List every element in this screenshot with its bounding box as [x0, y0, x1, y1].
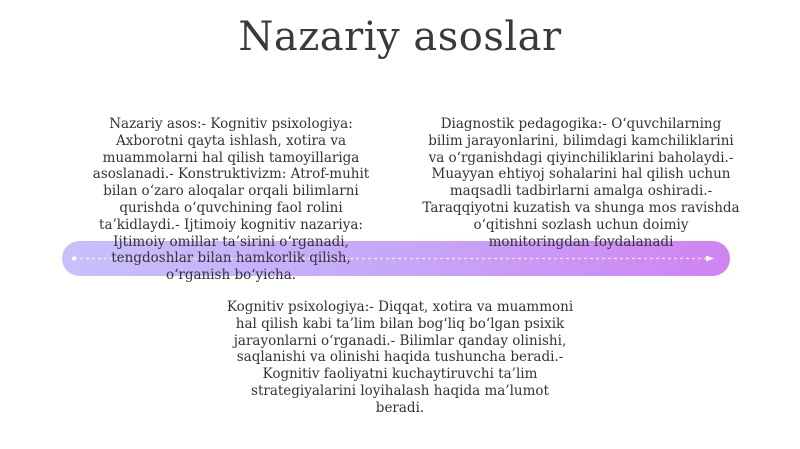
cognitive-psychology-text-block: Kognitiv psixologiya:- Diqqat, xotira va muammoni hal qilish kabi ta’lim bilan bog‘liq bo‘lgan psixik jarayonlarni o‘rganadi.- Bilimlar qanday olinishi, saqlanishi va olinishi haqida tushuncha beradi.- Kognitiv faoliyatni kuchaytiruvchi ta’lim strategiyalarini loyihalash haqida ma’lumot beradi. — [226, 299, 574, 416]
theory-text-block: Nazariy asos:- Kognitiv psixologiya: Axborotni qayta ishlash, xotira va muammolarni hal qilish tamoyillariga asoslanadi.- Konstruktivizm: Atrof-muhit bilan o‘zaro aloqalar orqali bilimlarni qurishda o‘quvchining faol rolini ta’kidlaydi.- Ijtimoiy kognitiv nazariya: Ijtimoiy omillar ta’sirini o‘rganadi, tengdoshlar bilan hamkorlik qilish, o‘rganish bo‘yicha. — [92, 116, 370, 284]
diagnostic-pedagogy-text-block: Diagnostik pedagogika:- O‘quvchilarning bilim jarayonlarini, bilimdagi kamchiliklarini va o‘rganishdagi qiyinchiliklarini baholaydi.- Muayyan ehtiyoj sohalarini hal qilish uchun maqsadli tadbirlarni amalga oshiradi.- Taraqqiyotni kuzatish va shunga mos ravishda o‘qitishni sozlash uchun doimiy monitoringdan foydalanadi — [422, 116, 740, 250]
slide-title: Nazariy asoslar — [238, 14, 562, 60]
